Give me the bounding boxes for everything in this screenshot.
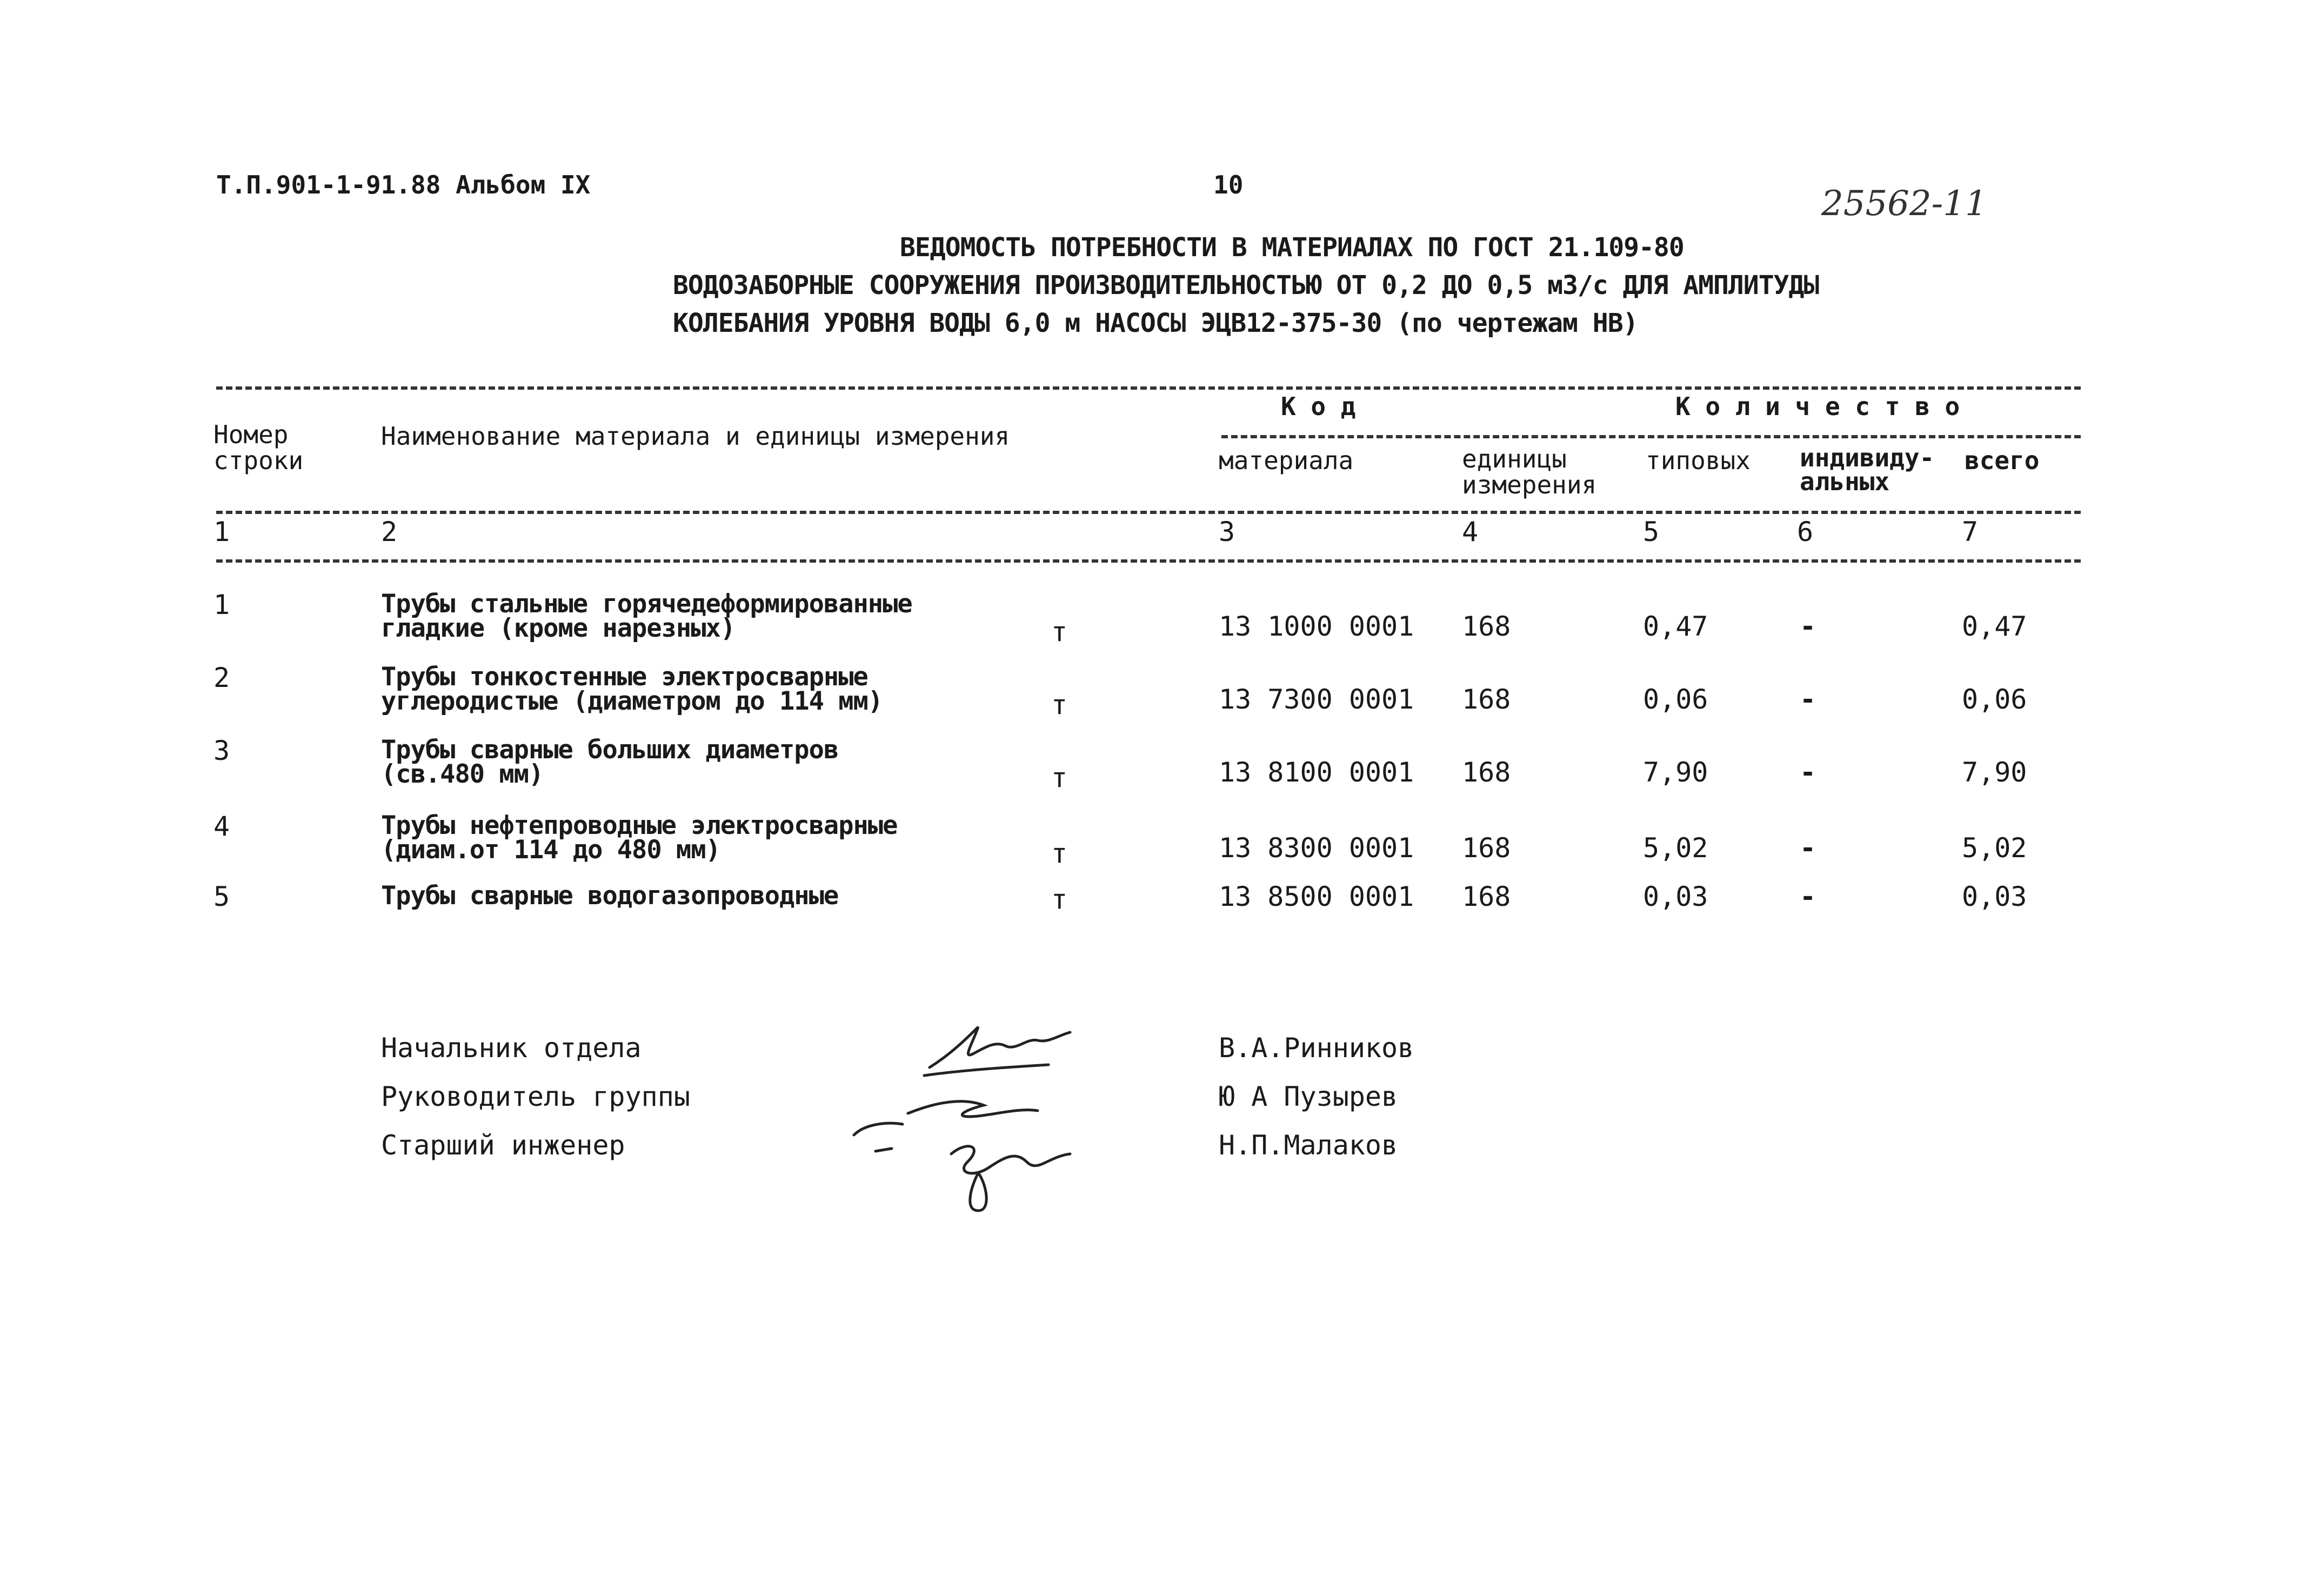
signature-role: Старший инженер — [381, 1130, 625, 1161]
row-number: 2 — [213, 662, 230, 693]
header-sub-rule — [1221, 435, 2081, 438]
material-name-line-2: гладкие (кроме нарезных) — [381, 613, 736, 643]
row-number: 4 — [213, 811, 230, 842]
material-name-line-2: (св.480 мм) — [381, 759, 544, 789]
material-name-line-1: Трубы сварные водогазопроводные — [381, 881, 839, 911]
material-code: 13 1000 0001 — [1219, 611, 1414, 642]
row-number: 3 — [213, 735, 230, 766]
qty-typical: 5,02 — [1643, 832, 1708, 864]
qty-individual: - — [1800, 757, 1816, 788]
unit: т — [1051, 838, 1068, 869]
material-name-line-1: Трубы тонкостенные электросварные — [381, 662, 868, 692]
unit-code: 168 — [1462, 881, 1511, 912]
material-name-line-1: Трубы стальные горячедеформированные — [381, 589, 912, 619]
col-header-material: материала — [1219, 446, 1354, 475]
handwritten-signatures — [843, 1016, 1124, 1221]
unit-code: 168 — [1462, 757, 1511, 788]
qty-individual: - — [1800, 881, 1816, 912]
qty-total: 5,02 — [1962, 832, 2027, 864]
qty-total: 0,06 — [1962, 684, 2027, 715]
col-number: 3 — [1219, 516, 1235, 547]
material-name-line-1: Трубы нефтепроводные электросварные — [381, 811, 898, 840]
col-number: 4 — [1462, 516, 1479, 547]
col-header-unit: единицы измерения — [1462, 444, 1597, 499]
col-header-individual: индивиду- альных — [1800, 443, 1935, 496]
qty-individual: - — [1800, 832, 1816, 864]
row-number: 5 — [213, 881, 230, 912]
qty-total: 7,90 — [1962, 757, 2027, 788]
qty-typical: 0,03 — [1643, 881, 1708, 912]
signature-role: Руководитель группы — [381, 1081, 690, 1112]
signature-name: Ю А Пузырев — [1219, 1081, 1398, 1112]
qty-typical: 0,06 — [1643, 684, 1708, 715]
unit: т — [1051, 616, 1068, 647]
material-name-line-2: углеродистые (диаметром до 114 мм) — [381, 686, 883, 716]
header-bottom-rule — [216, 511, 2081, 514]
unit-code: 168 — [1462, 684, 1511, 715]
col-number: 5 — [1643, 516, 1660, 547]
material-name-line-1: Трубы сварные больших диаметров — [381, 735, 839, 765]
material-code: 13 8100 0001 — [1219, 757, 1414, 788]
col-number: 6 — [1797, 516, 1814, 547]
col-header-qty: К о л и ч е с т в о — [1675, 392, 1960, 421]
unit: т — [1051, 884, 1068, 915]
qty-individual: - — [1800, 684, 1816, 715]
qty-typical: 7,90 — [1643, 757, 1708, 788]
col-header-total: всего — [1965, 446, 2040, 475]
title-line-3: КОЛЕБАНИЯ УРОВНЯ ВОДЫ 6,0 м НАСОСЫ ЭЦВ12-375-30 (по чертежам НВ) — [673, 308, 1638, 338]
material-code: 13 7300 0001 — [1219, 684, 1414, 715]
material-code: 13 8300 0001 — [1219, 832, 1414, 864]
qty-typical: 0,47 — [1643, 611, 1708, 642]
unit-code: 168 — [1462, 832, 1511, 864]
material-code: 13 8500 0001 — [1219, 881, 1414, 912]
col-header-row-no: Номер строки — [213, 420, 304, 475]
unit: т — [1051, 762, 1068, 793]
table-top-rule — [216, 386, 2081, 390]
qty-total: 0,03 — [1962, 881, 2027, 912]
col-number: 7 — [1962, 516, 1979, 547]
title-line-2: ВОДОЗАБОРНЫЕ СООРУЖЕНИЯ ПРОИЗВОДИТЕЛЬНОСТЬЮ ОТ 0,2 ДО 0,5 м3/с ДЛЯ АМПЛИТУДЫ — [673, 270, 1819, 300]
row-number: 1 — [213, 589, 230, 620]
doc-reference: Т.П.901-1-91.88 Альбом IX — [216, 170, 591, 199]
signature-name: Н.П.Малаков — [1219, 1130, 1398, 1161]
col-number-rule — [216, 559, 2081, 563]
handwritten-number: 25562-11 — [1821, 184, 1987, 224]
col-header-typical: типовых — [1646, 446, 1751, 475]
signature-role: Начальник отдела — [381, 1032, 642, 1064]
title-line-1: ВЕДОМОСТЬ ПОТРЕБНОСТИ В МАТЕРИАЛАХ ПО ГОСТ 21.109-80 — [900, 232, 1684, 263]
col-header-name: Наименование материала и единицы измерения — [381, 422, 1010, 451]
signature-name: В.А.Ринников — [1219, 1032, 1414, 1064]
material-name-line-2: (диам.от 114 до 480 мм) — [381, 835, 720, 865]
unit: т — [1051, 689, 1068, 720]
qty-total: 0,47 — [1962, 611, 2027, 642]
col-header-code: К о д — [1281, 392, 1356, 421]
unit-code: 168 — [1462, 611, 1511, 642]
col-number: 1 — [213, 516, 230, 547]
col-number: 2 — [381, 516, 398, 547]
qty-individual: - — [1800, 611, 1816, 642]
page-number: 10 — [1213, 170, 1244, 199]
